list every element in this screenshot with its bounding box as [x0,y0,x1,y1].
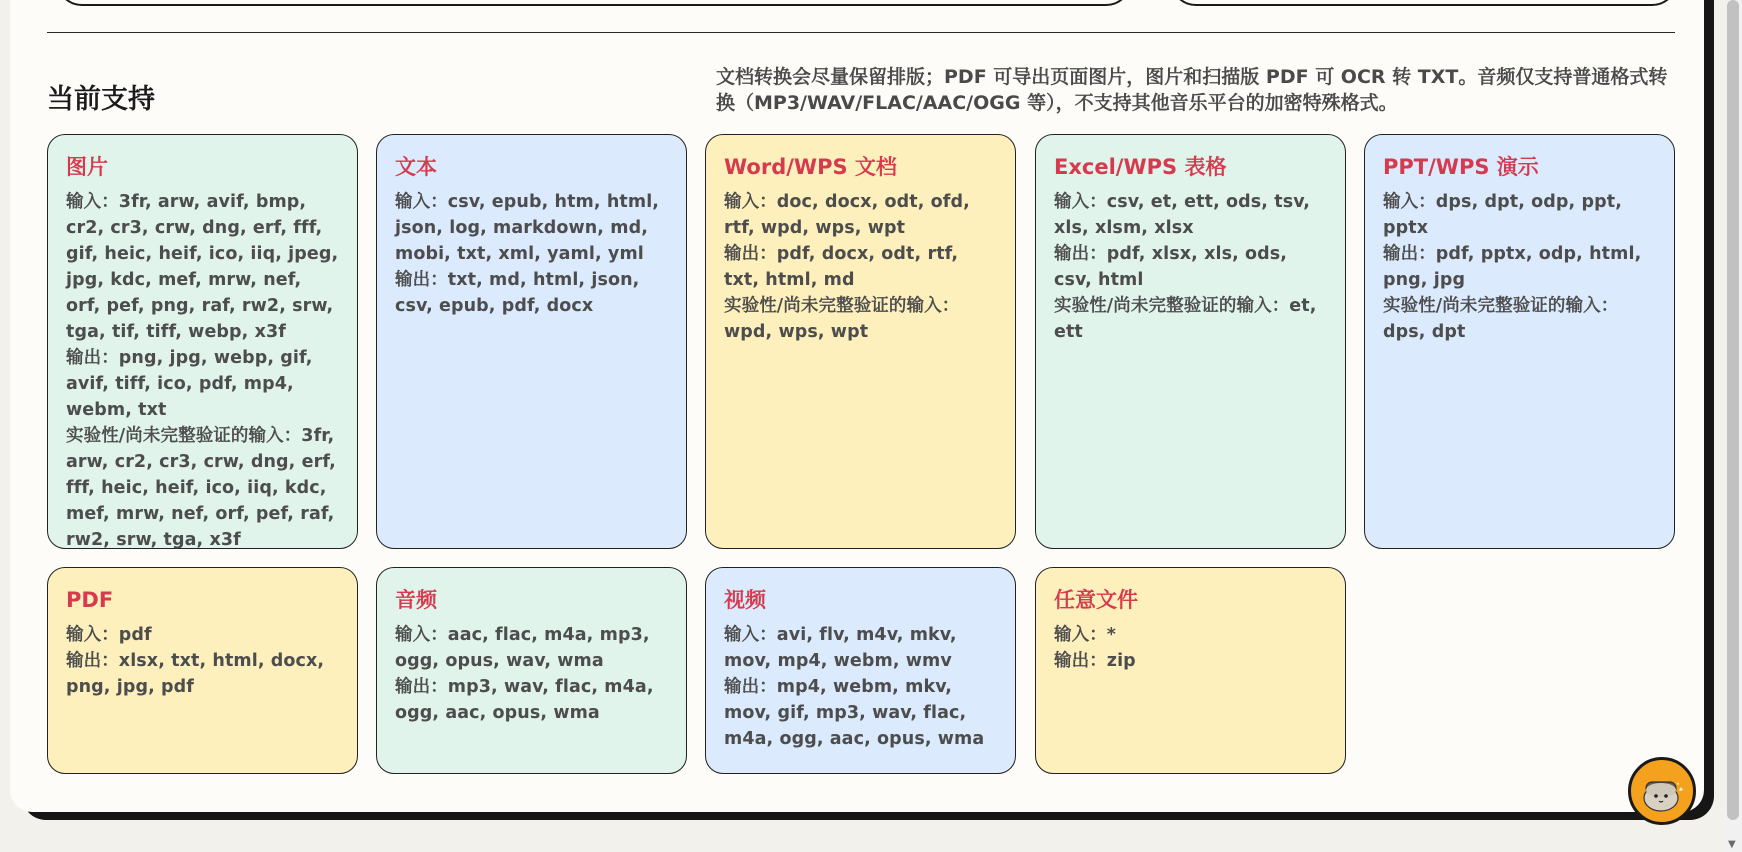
section-divider [47,32,1675,33]
format-card-audio [376,567,687,774]
format-card-image [47,134,358,549]
card-title: 视频 [724,588,766,612]
format-card-video [705,567,1016,774]
card-input: 输入：* [1054,625,1117,645]
card-title: 音频 [395,588,437,612]
card-output: 输出：txt, md, html, json, csv, epub, pdf, docx [395,270,640,316]
mascot-assistant-button[interactable] [1628,757,1696,825]
card-input: 输入：dps, dpt, odp, ppt, pptx [1383,192,1622,238]
upper-card-left [56,0,1132,6]
upper-card-right [1170,0,1678,6]
card-experimental: 实验性/尚未完整验证的输入：dps, dpt [1383,296,1619,342]
card-title: 图片 [66,155,108,179]
card-output: 输出：xlsx, txt, html, docx, png, jpg, pdf [66,651,325,697]
hamster-mascot-icon [1631,760,1693,822]
card-output: 输出：pdf, pptx, odp, html, png, jpg [1383,244,1642,290]
vertical-scrollbar[interactable] [1724,0,1742,852]
format-card-ppt [1364,134,1675,549]
card-experimental: 实验性/尚未完整验证的输入：3fr, arw, cr2, cr3, crw, dng, erf, fff, heic, heif, ico, iiq, kdc, mef, mrw, nef, orf, pef, raf, rw2, srw, tga, x3f [66,426,336,550]
card-output: 输出：pdf, xlsx, xls, ods, csv, html [1054,244,1288,290]
card-output: 输出：mp4, webm, mkv, mov, gif, mp3, wav, flac, m4a, ogg, aac, opus, wma [724,677,985,749]
format-card-pdf [47,567,358,774]
card-output: 输出：pdf, docx, odt, rtf, txt, html, md [724,244,959,290]
card-output: 输出：png, jpg, webp, gif, avif, tiff, ico, pdf, mp4, webm, txt [66,348,313,420]
card-output: 输出：zip [1054,651,1136,671]
format-card-word [705,134,1016,549]
scrollbar-thumb[interactable] [1727,0,1739,820]
card-title: Excel/WPS 表格 [1054,155,1227,179]
card-input: 输入：csv, et, ett, ods, tsv, xls, xlsm, xlsx [1054,192,1311,238]
card-experimental: 实验性/尚未完整验证的输入：wpd, wps, wpt [724,296,960,342]
card-title: Word/WPS 文档 [724,155,897,179]
card-title: 文本 [395,155,437,179]
card-output: 输出：mp3, wav, flac, m4a, ogg, aac, opus, wma [395,677,654,723]
format-card-excel [1035,134,1346,549]
card-title: PPT/WPS 演示 [1383,155,1539,179]
format-card-any-file [1035,567,1346,774]
card-title: PDF [66,588,114,612]
scroll-down-arrow-icon[interactable]: ▼ [1728,839,1736,850]
format-card-text [376,134,687,549]
card-input: 输入：doc, docx, odt, ofd, rtf, wpd, wps, wpt [724,192,970,238]
card-input: 输入：avi, flv, m4v, mkv, mov, mp4, webm, wmv [724,625,957,671]
section-title: 当前支持 [47,84,155,115]
card-input: 输入：3fr, arw, avif, bmp, cr2, cr3, crw, dng, erf, fff, gif, heic, heif, ico, iiq, jpeg, jpg, kdc, mef, mrw, nef, orf, pef, png, raf, rw2, srw, tga, tif, tiff, webp, x3f [66,192,339,342]
card-experimental: 实验性/尚未完整验证的输入：et, ett [1054,296,1317,342]
card-input: 输入：csv, epub, htm, html, json, log, markdown, md, mobi, txt, xml, yaml, yml [395,192,660,264]
card-input: 输入：aac, flac, m4a, mp3, ogg, opus, wav, wma [395,625,650,671]
card-title: 任意文件 [1054,588,1138,612]
card-input: 输入：pdf [66,625,152,645]
section-note: 文档转换会尽量保留排版；PDF 可导出页面图片，图片和扫描版 PDF 可 OCR 转 TXT。音频仅支持普通格式转换（MP3/WAV/FLAC/AAC/OGG 等），不支持其他音乐平台的加密特殊格式。 [716,66,1668,114]
